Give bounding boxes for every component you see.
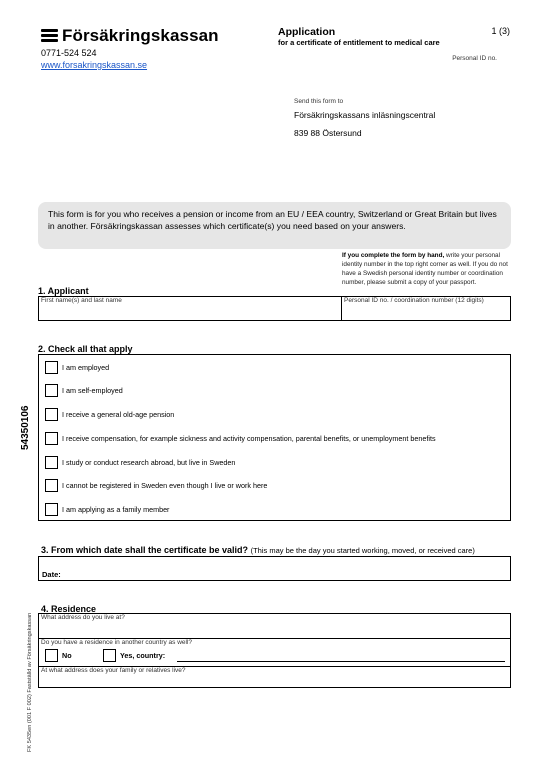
section1-title: 1. Applicant xyxy=(38,286,89,296)
study-abroad-checkbox[interactable] xyxy=(45,456,58,469)
no-checkbox[interactable] xyxy=(45,649,58,662)
send-to-label: Send this form to xyxy=(294,98,344,105)
section2-title: 2. Check all that apply xyxy=(38,344,133,354)
pid-field-label: Personal ID no. / coordination number (12 digits) xyxy=(344,297,484,304)
date-box[interactable] xyxy=(38,556,511,581)
country-input[interactable] xyxy=(177,661,505,662)
pid-input[interactable] xyxy=(343,306,509,319)
old-age-pension-checkbox[interactable] xyxy=(45,408,58,421)
employed-checkbox[interactable] xyxy=(45,361,58,374)
form-number-vertical: 54350106 xyxy=(20,405,31,450)
phone-number: 0771-524 524 xyxy=(41,48,97,58)
form-subtitle: for a certificate of entitlement to medical care xyxy=(278,38,440,47)
family-address-input[interactable] xyxy=(40,676,509,687)
yes-label: Yes, country: xyxy=(120,651,166,660)
option-study-abroad[interactable] xyxy=(45,456,235,469)
applicant-divider xyxy=(341,297,342,320)
applicant-box xyxy=(38,296,511,321)
study-abroad-label: I study or conduct research abroad, but live in Sweden xyxy=(62,458,236,467)
option-no[interactable] xyxy=(45,649,72,662)
not-registered-label: I cannot be registered in Sweden even though I live or work here xyxy=(62,481,268,490)
option-yes[interactable] xyxy=(103,649,165,662)
employed-label: I am employed xyxy=(62,363,110,372)
compensation-label: I receive compensation, for example sickness and activity compensation, parental benefits, or unemployment benefits xyxy=(62,434,436,443)
option-self-employed[interactable] xyxy=(45,384,123,397)
form-title: Application xyxy=(278,26,336,38)
option-employed[interactable] xyxy=(45,361,109,374)
logo xyxy=(41,26,219,46)
family-address-label: At what address does your family or relatives live? xyxy=(41,667,186,674)
personal-id-label: Personal ID no. xyxy=(452,55,497,62)
option-not-registered[interactable] xyxy=(45,479,267,492)
self-employed-label: I am self-employed xyxy=(62,386,123,395)
website-link[interactable]: www.forsakringskassan.se xyxy=(41,60,148,70)
not-registered-checkbox[interactable] xyxy=(45,479,58,492)
section4-title: 4. Residence xyxy=(41,604,97,614)
self-employed-checkbox[interactable] xyxy=(45,384,58,397)
old-age-pension-label: I receive a general old-age pension xyxy=(62,410,175,419)
send-to-address-line1: Försäkringskassans inläsningscentral xyxy=(294,110,436,120)
address-field-label: What address do you live at? xyxy=(41,614,125,621)
residence-box xyxy=(38,613,511,688)
family-member-checkbox[interactable] xyxy=(45,503,58,516)
option-compensation[interactable] xyxy=(45,432,436,445)
logo-mark-icon xyxy=(41,29,58,43)
logo-text: Försäkringskassan xyxy=(62,26,219,45)
family-member-label: I am applying as a family member xyxy=(62,505,170,514)
form-code-vertical: FK 5435en (001 F 002) Fastställd av Försäkringskassan xyxy=(27,612,33,752)
option-family-member[interactable] xyxy=(45,503,169,516)
yes-checkbox[interactable] xyxy=(103,649,116,662)
option-old-age-pension[interactable] xyxy=(45,408,174,421)
other-country-label: Do you have a residence in another country as well? xyxy=(41,639,193,646)
hand-note-rest: write your personal identity number in the top right corner as well. If you do not have a Swedish personal identity number or coordination number, please submit a copy of your passport. xyxy=(342,252,508,286)
page-number: 1 (3) xyxy=(491,26,510,36)
compensation-checkbox[interactable] xyxy=(45,432,58,445)
date-label: Date: xyxy=(42,570,61,579)
section3-note: (This may be the day you started working, moved, or received care) xyxy=(250,546,475,555)
section3-heading: 3. From which date shall the certificate be valid? xyxy=(41,545,249,555)
name-field-label: First name(s) and last name xyxy=(41,297,122,304)
hand-completion-note xyxy=(342,251,512,287)
section3-title xyxy=(41,545,475,555)
intro-box xyxy=(38,202,511,249)
no-label: No xyxy=(62,651,72,660)
address-input[interactable] xyxy=(40,623,509,637)
hand-note-bold: If you complete the form by hand, xyxy=(342,252,445,259)
name-input[interactable] xyxy=(40,306,339,319)
intro-text: This form is for you who receives a pension or income from an EU / EEA country, Switzerland or Great Britain but lives in another. Försäkringskassan assesses which certificate(s) you need based on your answers. xyxy=(48,209,497,231)
send-to-address-line2: 839 88 Östersund xyxy=(294,128,362,138)
